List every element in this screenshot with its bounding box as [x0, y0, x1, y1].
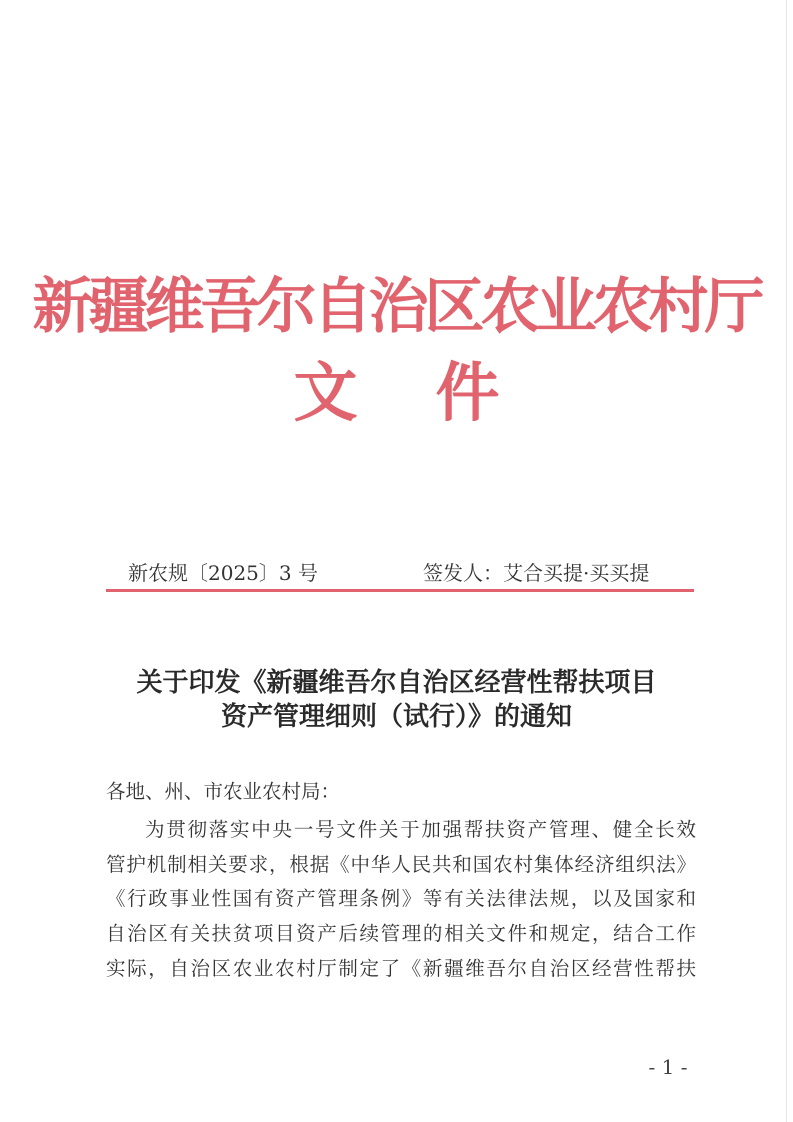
body-paragraph-line: 为贯彻落实中央一号文件关于加强帮扶资产管理、健全长效: [145, 818, 696, 841]
salutation: 各地、州、市农业农村局：: [106, 780, 341, 803]
body-paragraph-line: 实际，自治区农业农村厅制定了《新疆维吾尔自治区经营性帮扶: [106, 957, 696, 980]
page-edge: [786, 0, 787, 1122]
body-paragraph-line: 《行政事业性国有资产管理条例》等有关法律法规，以及国家和: [106, 887, 696, 910]
document-type-heading: [0, 357, 793, 431]
document-type-char-jian: 件: [435, 357, 500, 431]
red-separator-line: [106, 589, 694, 592]
document-type-char-wen: 文: [293, 357, 358, 431]
organization-title: 新疆维吾尔自治区农业农村厅: [32, 272, 761, 342]
issuer-signature: 签发人：艾合买提·买买提: [423, 561, 650, 585]
page-number: - 1 -: [648, 1055, 688, 1079]
body-paragraph-line: 管护机制相关要求，根据《中华人民共和国农村集体经济组织法》: [106, 853, 696, 876]
body-paragraph-line: 自治区有关扶贫项目资产后续管理的相关文件和规定，结合工作: [106, 922, 696, 945]
notice-title-line-2: 资产管理细则（试行）》的通知: [220, 702, 572, 732]
document-number: 新农规〔2025〕3 号: [128, 561, 318, 585]
notice-title-line-1: 关于印发《新疆维吾尔自治区经营性帮扶项目: [136, 668, 657, 698]
